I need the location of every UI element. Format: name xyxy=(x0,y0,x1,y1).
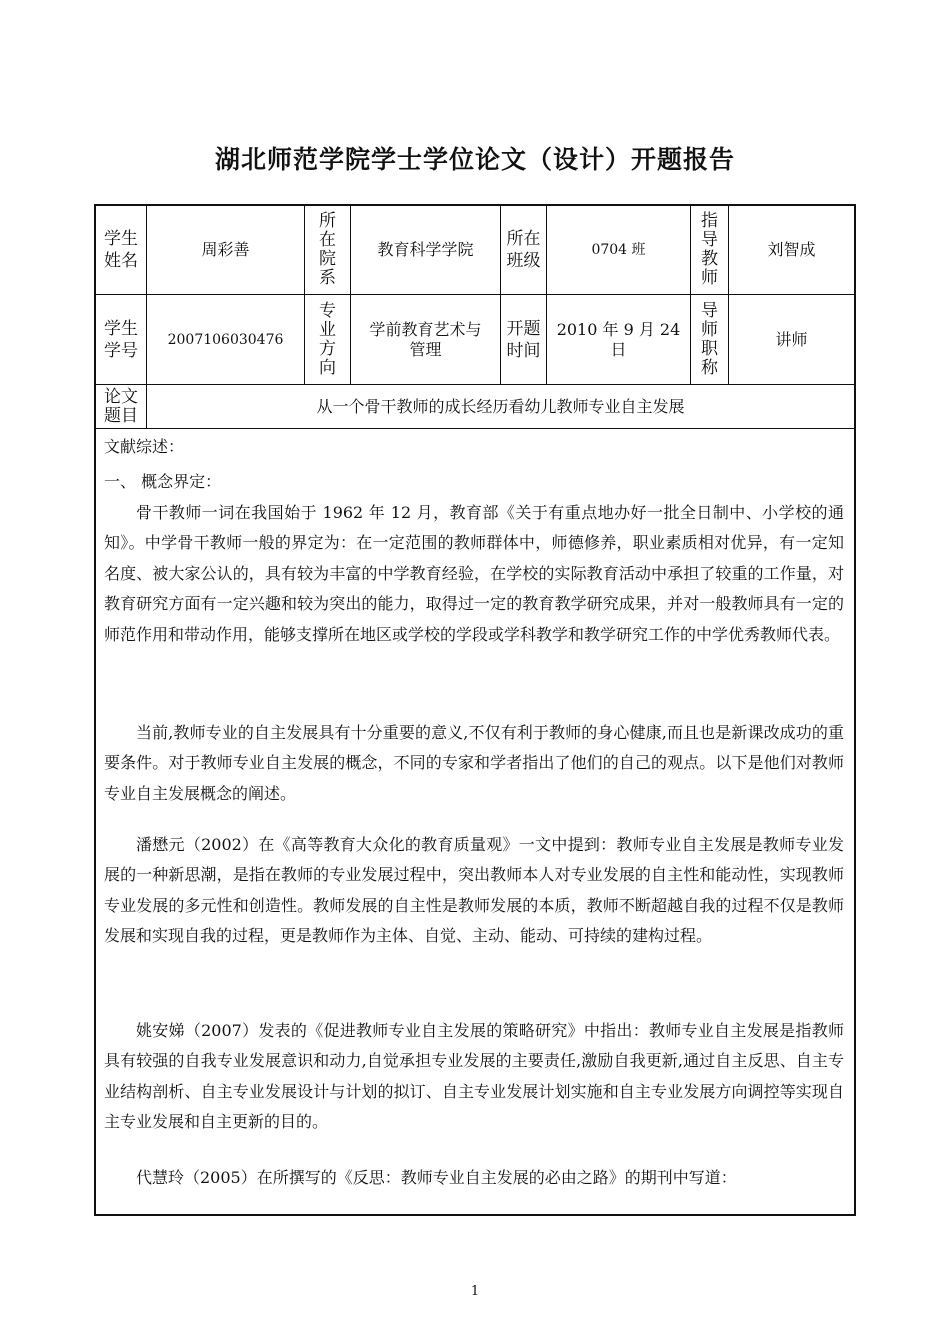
open-date-text: 2010 年 9 月 24 日 xyxy=(556,319,681,359)
major-label-char: 向 xyxy=(319,357,336,378)
major-label-char: 专 xyxy=(319,300,336,321)
department-text: 教育科学学院 xyxy=(377,240,474,259)
department-label-char: 所 xyxy=(319,211,336,231)
topic-label xyxy=(98,385,144,428)
department-label-char: 系 xyxy=(319,268,336,288)
paragraph-2: 当前,教师专业的自主发展具有十分重要的意义,不仅有利于教师的身心健康,而且也是新课改成功的重要条件。对于教师专业自主发展的概念，不同的专家和学者指出了他们的自己的观点。以下是他们对教师专业自主发展概念的阐述。 xyxy=(104,723,844,803)
topic-text: 从一个骨干教师的成长经历看幼儿教师专业自主发展 xyxy=(316,396,685,416)
department-label-char: 院 xyxy=(319,249,336,269)
advisor-title-label-char: 职 xyxy=(701,338,718,359)
student-id-label xyxy=(98,295,144,384)
major-label-char: 方 xyxy=(319,338,336,359)
open-date-label xyxy=(501,295,546,384)
major-value xyxy=(351,295,500,384)
student-name-value xyxy=(147,206,304,294)
advisor-label xyxy=(691,206,728,294)
department-label-char: 在 xyxy=(319,230,336,250)
major-label xyxy=(305,295,350,384)
student-name-text: 周彩善 xyxy=(201,240,250,259)
section-1-heading: 一、 概念界定： xyxy=(104,472,222,491)
student-name-label xyxy=(98,206,144,294)
class-label-text: 所在班级 xyxy=(506,229,541,271)
paragraph-3: 潘懋元（2002）在《高等教育大众化的教育质量观》一文中提到：教师专业自主发展是教师专业发展的一种新思潮，是指在教师的专业发展过程中，突出教师本人对专业发展的自主性和能动性，实现教师专业发展的多元性和创造性。教师发展的自主性是教师发展的本质，教师不断超越自我的过程不仅是教师发展和实现自我的过程，更是教师作为主体、自觉、主动、能动、可持续的建构过程。 xyxy=(104,835,844,946)
class-label-cell xyxy=(501,206,546,294)
advisor-title-value xyxy=(729,295,854,384)
advisor-title-text: 讲师 xyxy=(775,329,808,349)
paragraph-5: 代慧玲（2005）在所撰写的《反思：教师专业自主发展的必由之路》的期刊中写道： xyxy=(136,1168,737,1187)
student-id-label-text: 学生学号 xyxy=(104,318,138,361)
student-id-value xyxy=(147,295,304,384)
student-name-label-text: 学生姓名 xyxy=(104,229,138,271)
open-date-value xyxy=(547,295,690,384)
literature-review-label: 文献综述： xyxy=(104,437,185,456)
row-divider-3 xyxy=(96,428,854,429)
advisor-title-label-char: 导 xyxy=(701,300,718,321)
topic-label-text: 论文题目 xyxy=(104,386,138,426)
major-label-char: 业 xyxy=(319,319,336,340)
department-label xyxy=(305,206,350,294)
major-text: 学前教育艺术与管理 xyxy=(369,319,482,359)
class-value xyxy=(547,206,690,294)
advisor-title-label xyxy=(691,295,728,384)
department-value xyxy=(351,206,500,294)
class-text: 0704 班 xyxy=(591,242,646,258)
advisor-label-char: 师 xyxy=(701,268,718,288)
advisor-label-char: 导 xyxy=(701,230,718,250)
paragraph-4: 姚安娣（2007）发表的《促进教师专业自主发展的策略研究》中指出：教师专业自主发展是指教师具有较强的自我专业发展意识和动力,自觉承担专业发展的主要责任,激励自我更新,通过自主反思、自主专业结构剖析、自主专业发展设计与计划的拟订、自主专业发展计划实施和自主专业发展方向调控等实现自主专业发展和自主更新的目的。 xyxy=(104,1021,844,1132)
advisor-title-label-char: 师 xyxy=(701,319,718,340)
advisor-title-label-char: 称 xyxy=(701,357,718,378)
page-number: 1 xyxy=(470,1284,480,1299)
advisor-value xyxy=(729,206,854,294)
advisor-text: 刘智成 xyxy=(767,240,816,259)
advisor-label-char: 教 xyxy=(701,249,718,269)
advisor-label-char: 指 xyxy=(701,211,718,231)
paragraph-1: 骨干教师一词在我国始于 1962 年 12 月，教育部《关于有重点地办好一批全日制中、小学校的通知》。中学骨干教师一般的界定为：在一定范围的教师群体中，师德修养，职业素质相对优异，有一定知名度、被大家公认的，具有较为丰富的中学教育经验，在学校的实际教育活动中承担了较重的工作量，对教育研究方面有一定兴趣和较为突出的能力，取得过一定的教育教学研究成果，并对一般教师具有一定的师范作用和带动作用，能够支撑所在地区或学校的学段或学科教学和教学研究工作的中学优秀教师代表。 xyxy=(104,503,844,644)
document-title: 湖北师范学院学士学位论文（设计）开题报告 xyxy=(214,145,735,174)
topic-value xyxy=(147,385,854,428)
open-date-label-text: 开题时间 xyxy=(506,318,541,361)
student-id-text: 2007106030476 xyxy=(167,331,284,348)
